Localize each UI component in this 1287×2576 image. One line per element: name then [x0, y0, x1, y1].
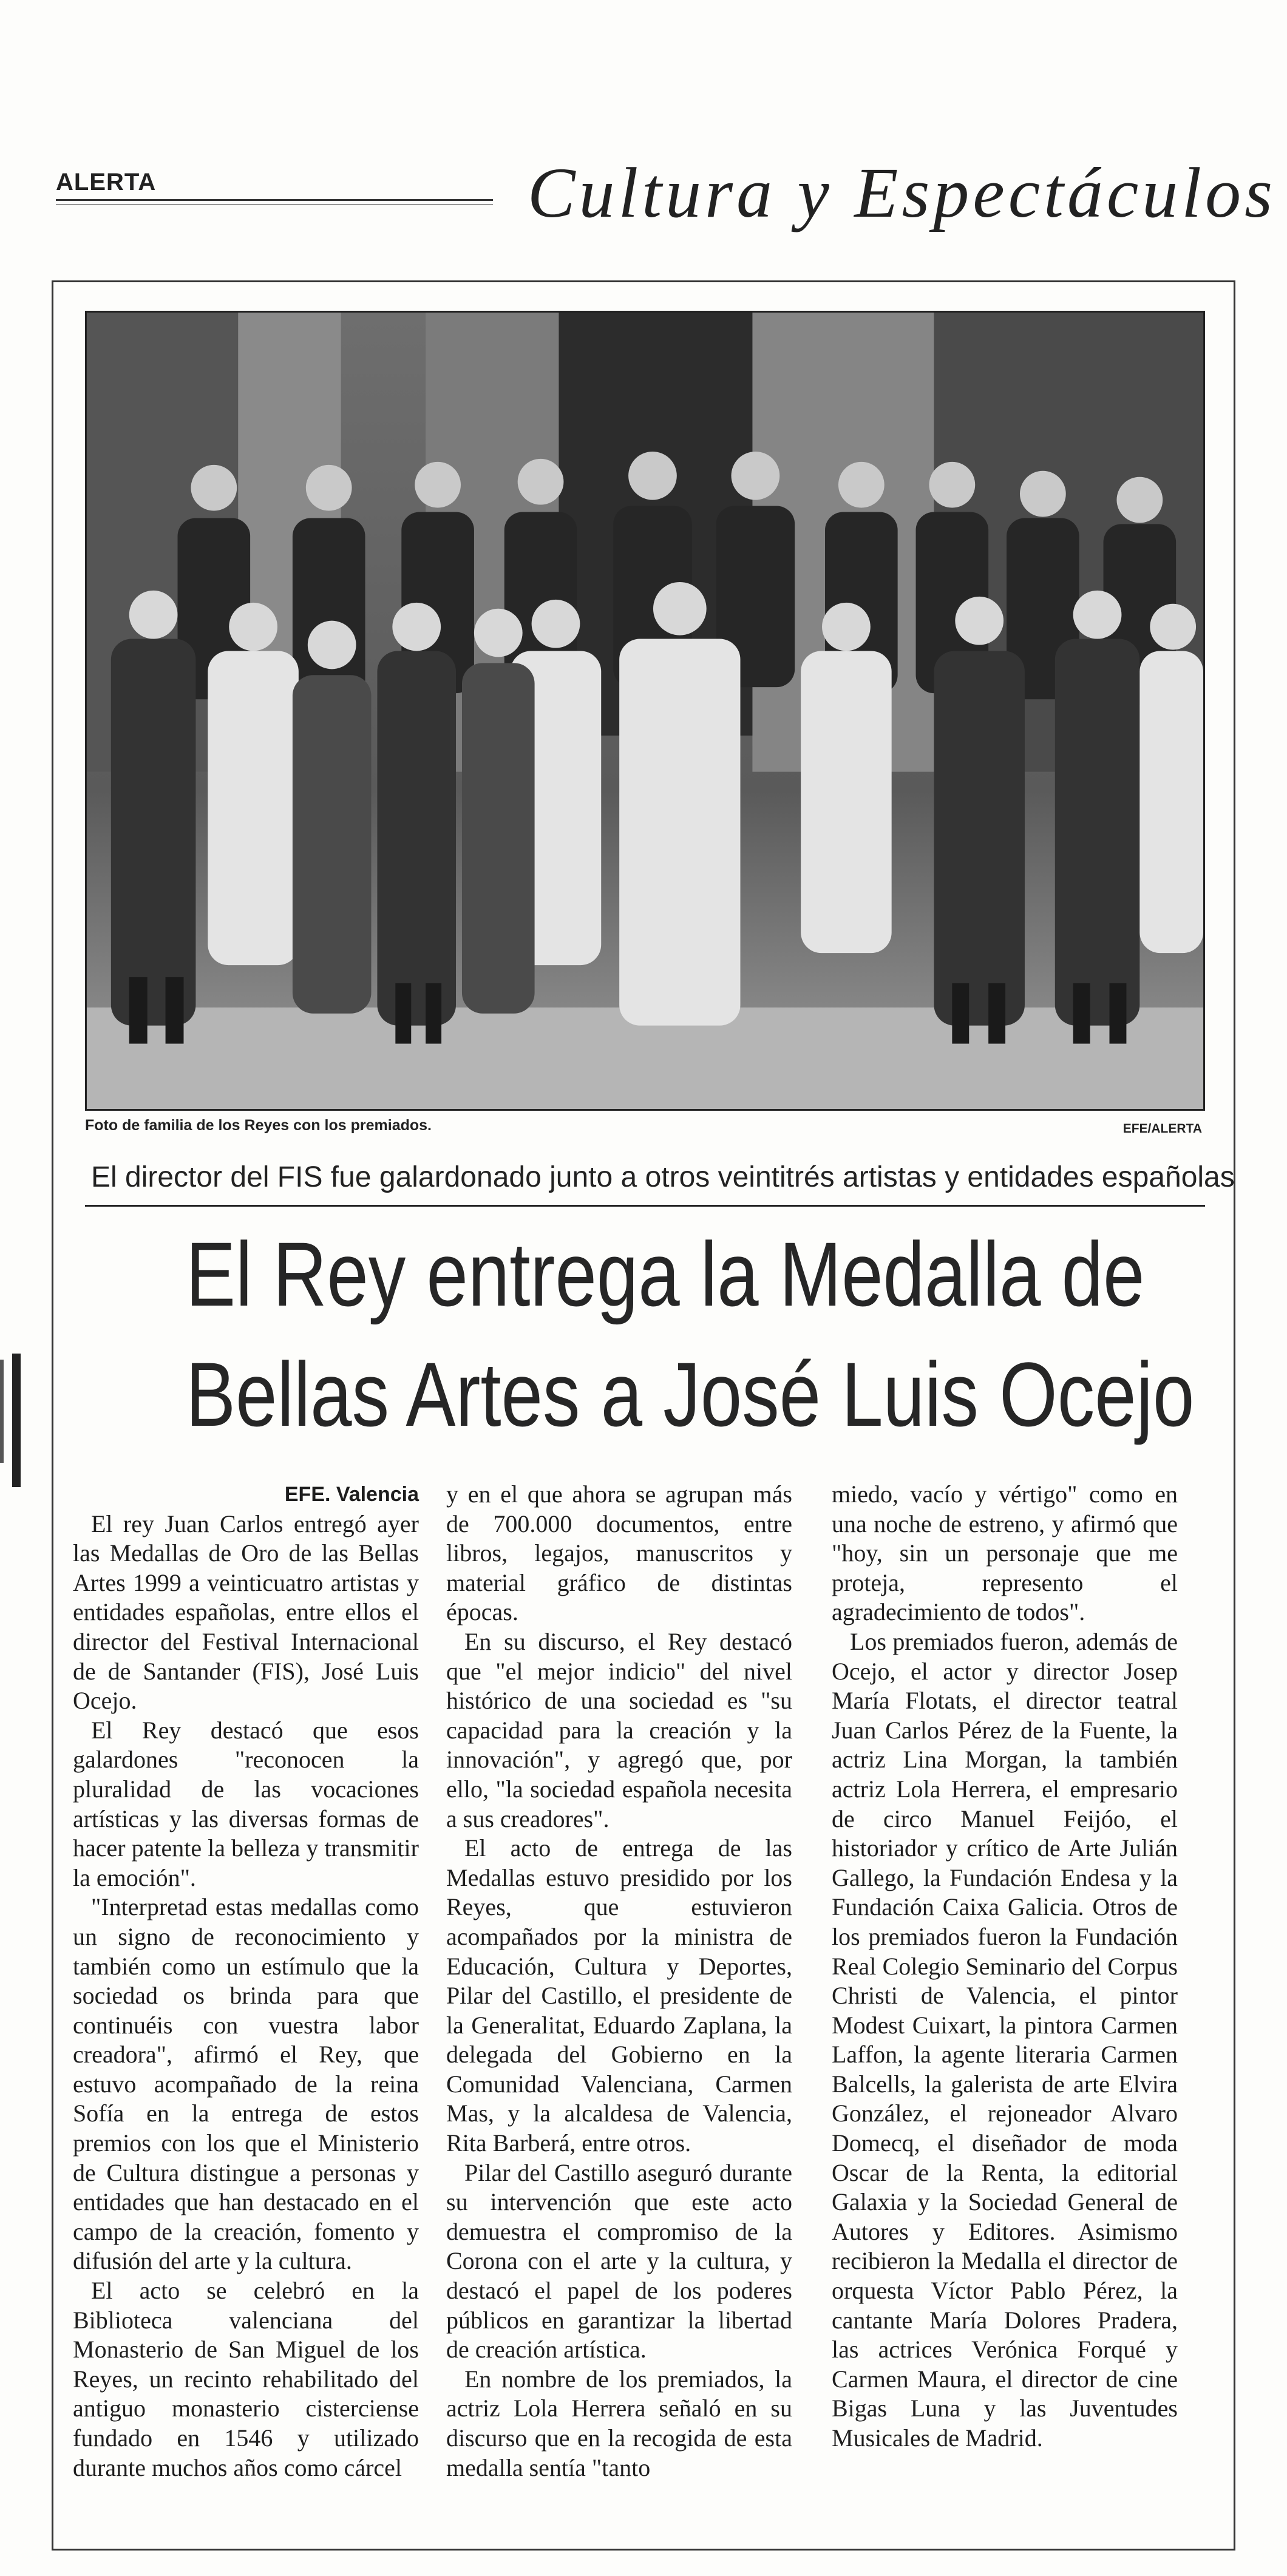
article-column-2	[446, 1480, 792, 2483]
scan-edge-mark	[12, 1354, 21, 1487]
section-tag: ALERTA	[56, 169, 157, 195]
group-photo	[85, 311, 1205, 1111]
article-column-3	[832, 1480, 1178, 2453]
paragraph: Los premiados fueron, además de Ocejo, el actor y director Josep María Flotats, el director teatral Juan Carlos Pérez de la Fuente, la actriz Lina Morgan, la también actriz Lola Herrera, el empresario de circo Manuel Feijóo, el historiador y crítico de Arte Julián Gallego, la Fundación Endesa y la Fundación Caixa Galicia. Otros de los premiados fueron la Fundación Real Colegio Seminario del Corpus Christi de Valencia, el pintor Modest Cuixart, la pintora Carmen Laffon, la agente literaria Carmen Balcells, la galerista de arte Elvira González, el rejoneador Alvaro Domecq, el diseñador de moda Oscar de la Renta, la editorial Galaxia y la Sociedad General de Autores y Editores. Asimismo recibieron la Medalla el director de orquesta Víctor Pablo Pérez, la cantante María Dolores Pradera, las actrices Verónica Forqué y Carmen Maura, el director de cine Bigas Luna y las Juventudes Musicales de Madrid.	[832, 1627, 1178, 2452]
paragraph: En su discurso, el Rey destacó que "el mejor indicio" del nivel histórico de una sociedad es "su capacidad para la creación y la innovación", y agregó que, por ello, "la sociedad española necesita a sus creadores".	[446, 1627, 792, 1832]
headline-line-2: Bellas Artes a José Luis Ocejo	[186, 1343, 1195, 1445]
headline	[186, 1214, 1195, 1454]
paragraph: "Interpretad estas medallas como un signo de reconocimiento y también como un estímulo que la sociedad os brinda para que continuéis con vuestra labor creadora", afirmó el Rey, que estuvo acompañado de la reina Sofía en la entrega de estos premios con los que el Ministerio de Cultura distingue a personas y entidades que han destacado en el campo de la creación, fomento y difusión del arte y la cultura.	[73, 1893, 419, 2275]
scan-edge-mark-2	[0, 1360, 4, 1463]
paragraph: El acto de entrega de las Medallas estuvo presidido por los Reyes, que estuvieron acompañados por la ministra de Educación, Cultura y Deportes, Pilar del Castillo, el presidente de la Generalitat, Eduardo Zaplana, la delegada del Gobierno en la Comunidad Valenciana, Carmen Mas, y la alcaldesa de Valencia, Rita Barberá, entre otros.	[446, 1834, 792, 2157]
paragraph: El Rey destacó que esos galardones "reconocen la pluralidad de las vocaciones artísticas y las diversas formas de hacer patente la belleza y transmitir la emoción".	[73, 1716, 419, 1891]
group-photo-image	[87, 313, 1203, 1109]
paragraph: En nombre de los premiados, la actriz Lola Herrera señaló en su discurso que en la recogida de esta medalla sentía "tanto	[446, 2365, 792, 2481]
paragraph: El acto se celebró en la Biblioteca valenciana del Monasterio de San Miguel de los Reyes, un recinto rehabilitado del antiguo monasterio cisterciense fundado en 1546 y utilizado durante muchos años como cárcel	[73, 2277, 419, 2481]
section-title: Cultura y Espectáculos	[527, 153, 1276, 232]
paragraph: El rey Juan Carlos entregó ayer las Medallas de Oro de las Bellas Artes 1999 a veinticuatro artistas y entidades españolas, entre ellos el director del Festival Internacional de de Santander (FIS), José Luis Ocejo.	[73, 1510, 419, 1715]
header-rule	[56, 199, 493, 201]
photo-caption: Foto de familia de los Reyes con los premiados.	[85, 1117, 432, 1134]
paragraph: miedo, vacío y vértigo" como en una noche de estreno, y afirmó que "hoy, sin un personaje que me proteja, represento el agradecimiento de todos".	[832, 1480, 1178, 1626]
header-rule-thin	[56, 204, 493, 205]
paragraph: Pilar del Castillo aseguró durante su intervención que este acto demuestra el compromiso de la Corona con el arte y la cultura, y destacó el papel de los poderes públicos en garantizar la libertad de creación artística.	[446, 2158, 792, 2364]
photo-credit: EFE/ALERTA	[1122, 1122, 1202, 1136]
kicker: El director del FIS fue galardonado junto a otros veintitrés artistas y entidades españolas	[91, 1161, 1235, 1193]
kicker-rule	[85, 1205, 1205, 1207]
paragraph: y en el que ahora se agrupan más de 700.000 documentos, entre libros, legajos, manuscritos y material gráfico de distintas épocas.	[446, 1480, 792, 1626]
article-column-1	[73, 1480, 419, 2483]
byline: EFE. Valencia	[284, 1483, 419, 1506]
headline-line-1: El Rey entrega la Medalla de	[186, 1223, 1145, 1325]
